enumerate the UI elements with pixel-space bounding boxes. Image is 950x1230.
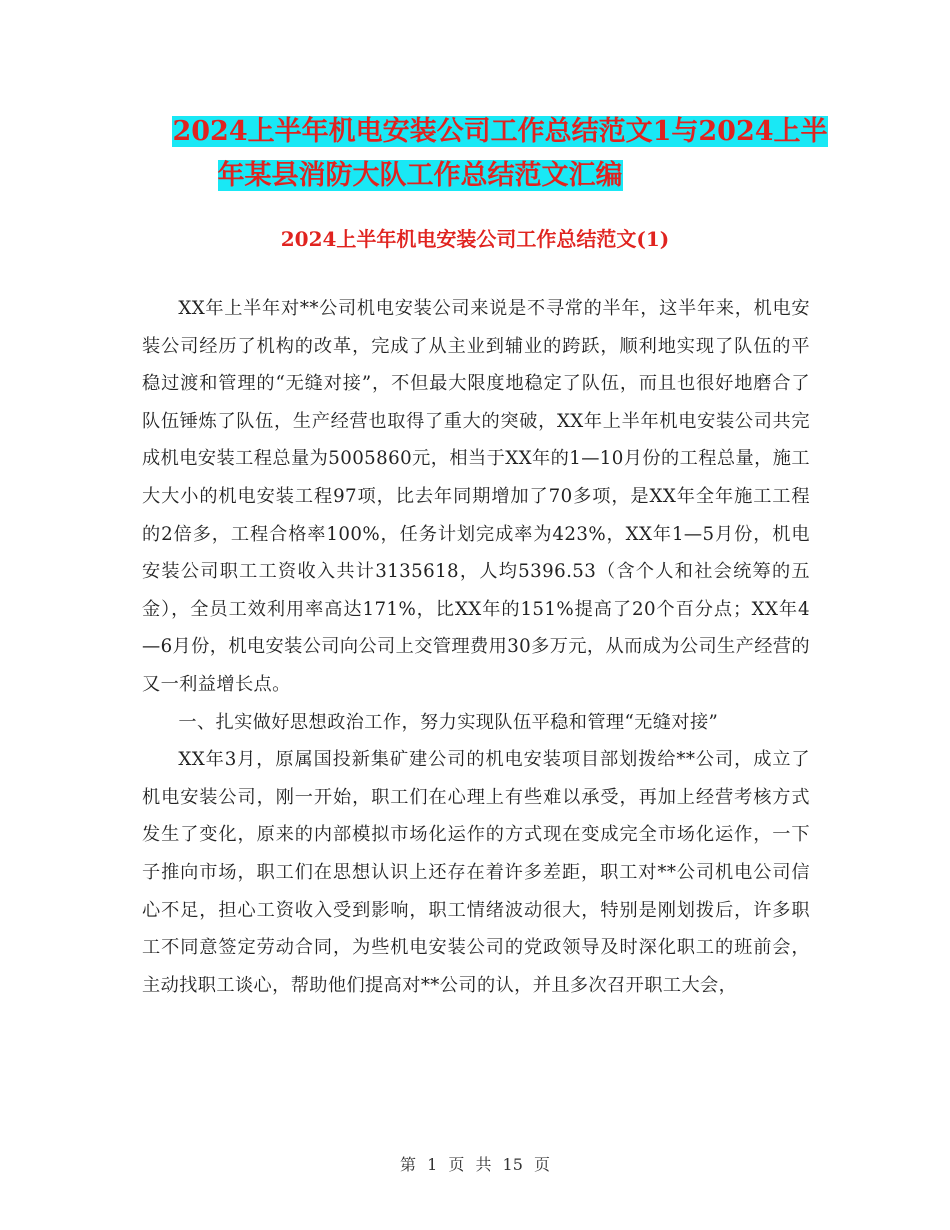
section-heading: 一、扎实做好思想政治工作，努力实现队伍平稳和管理“无缝对接”	[178, 711, 719, 733]
section-title: 2024上半年机电安装公司工作总结范文(1)	[280, 227, 670, 251]
document-body	[142, 290, 810, 1004]
document-title	[0, 110, 950, 198]
document-title-line-1: 2024上半年机电安装公司工作总结范文1与2024上半	[172, 116, 828, 147]
paragraph: XX年上半年对**公司机电安装公司来说是不寻常的半年，这半年来，机电安装公司经历了机构的改革，完成了从主业到辅业的跨跃，顺利地实现了队伍的平稳过渡和管理的“无缝对接”，不但最大限度地稳定了队伍，而且也很好地磨合了队伍锤炼了队伍，生产经营也取得了重大的突破，XX年上半年机电安装公司共完成机电安装工程总量为5005860元，相当于XX年的1—10月份的工程总量，施工大大小的机电安装工程97项，比去年同期增加了70多项，是XX年全年施工工程的2倍多，工程合格率100%，任务计划完成率为423%，XX年1—5月份，机电安装公司职工工资收入共计3135618，人均5396.53（含个人和社会统筹的五金），全员工效利用率高达171%，比XX年的151%提高了20个百分点；XX年4—6月份，机电安装公司向公司上交管理费用30多万元，从而成为公司生产经营的又一利益增长点。	[142, 298, 810, 695]
page-footer: 第 1 页 共 15 页	[400, 1155, 550, 1174]
paragraph: XX年3月，原属国投新集矿建公司的机电安装项目部划拨给**公司，成立了机电安装公司，刚一开始，职工们在心理上有些难以承受，再加上经营考核方式发生了变化，原来的内部模拟市场化运作的方式现在变成完全市场化运作，一下子推向市场，职工们在思想认识上还存在着许多差距，职工对**公司机电公司信心不足，担心工资收入受到影响，职工情绪波动很大，特别是刚划拨后，许多职工不同意签定劳动合同，为些机电安装公司的党政领导及时深化职工的班前会，主动找职工谈心，帮助他们提高对**公司的认，并且多次召开职工大会，	[142, 749, 810, 996]
document-title-line-2: 年某县消防大队工作总结范文汇编	[217, 160, 623, 191]
